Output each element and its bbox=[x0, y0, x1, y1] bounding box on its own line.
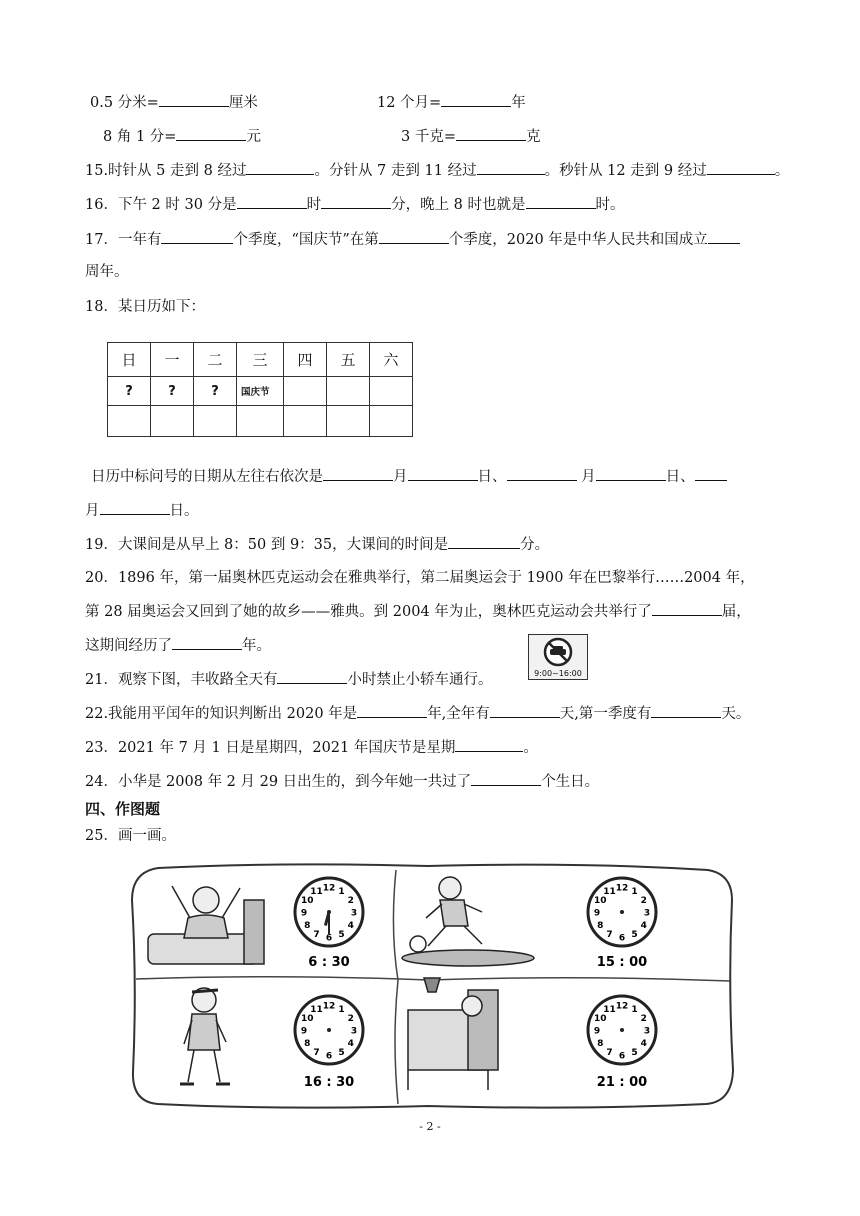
unit-line-jiao: 8 角 1 分= 元 bbox=[103, 126, 261, 147]
question-18: 18．某日历如下： bbox=[85, 299, 205, 315]
boy-waking-icon bbox=[148, 886, 264, 964]
calendar-header: 五 bbox=[327, 343, 370, 377]
clock-numeral: 3 bbox=[350, 1026, 358, 1037]
section-title: 四、作图题 bbox=[85, 800, 161, 818]
clock-numeral: 1 bbox=[338, 886, 345, 897]
clock-numeral: 6 bbox=[325, 933, 333, 944]
answer-blank[interactable] bbox=[159, 92, 229, 107]
answer-blank[interactable] bbox=[456, 126, 526, 141]
clock-numeral: 10 bbox=[301, 896, 314, 906]
clock-numeral: 5 bbox=[338, 1048, 345, 1059]
clock-numeral: 10 bbox=[594, 896, 607, 906]
clock-numeral: 12 bbox=[322, 1001, 336, 1012]
clock-numeral: 11 bbox=[310, 886, 323, 897]
clock-numeral: 9 bbox=[593, 1026, 601, 1037]
calendar-header: 三 bbox=[237, 343, 284, 377]
clock-numeral: 9 bbox=[593, 908, 601, 919]
clock-face-icon bbox=[588, 878, 656, 946]
answer-blank[interactable] bbox=[596, 466, 666, 481]
no-car-sign bbox=[528, 634, 588, 680]
calendar-cell bbox=[194, 406, 237, 437]
question-20-line3: 这期间经历了 年。 bbox=[85, 635, 271, 656]
question-20-line2: 第 28 届奥运会又回到了她的故乡——雅典。到 2004 年为止，奥林匹克运动会共举行了 届， bbox=[85, 601, 751, 622]
question-mark: ? bbox=[108, 377, 151, 406]
calendar-cell bbox=[108, 406, 151, 437]
calendar-header: 四 bbox=[284, 343, 327, 377]
unit-line-months: 12 个月= 年 bbox=[377, 92, 526, 113]
question-18-answer-cont: 月 日。 bbox=[85, 500, 199, 521]
calendar-header: 一 bbox=[151, 343, 194, 377]
clock-numeral: 6 bbox=[325, 1051, 333, 1062]
answer-blank[interactable] bbox=[161, 229, 233, 244]
clock-numeral: 8 bbox=[304, 921, 311, 931]
clock-face-icon bbox=[588, 996, 656, 1064]
answer-blank[interactable] bbox=[321, 194, 391, 209]
answer-blank[interactable] bbox=[455, 737, 523, 752]
clock-numeral: 6 bbox=[618, 1051, 626, 1062]
clock-face-icon bbox=[295, 996, 363, 1064]
clock-numeral: 12 bbox=[615, 883, 629, 894]
clock-numeral: 10 bbox=[594, 1014, 607, 1024]
answer-blank[interactable] bbox=[357, 703, 427, 718]
boy-walking-icon bbox=[180, 988, 230, 1084]
time-label: 16 : 30 bbox=[303, 1075, 355, 1090]
clock-numeral: 7 bbox=[606, 1048, 613, 1059]
question-24: 24．小华是 2008 年 2 月 29 日出生的，到今年她一共过了 个生日。 bbox=[85, 771, 599, 792]
question-21: 21．观察下图，丰收路全天有 小时禁止小轿车通行。 bbox=[85, 669, 492, 690]
clock-numeral: 4 bbox=[347, 1039, 354, 1049]
answer-blank[interactable] bbox=[246, 160, 314, 175]
clock-numeral: 5 bbox=[631, 1048, 638, 1059]
answer-blank[interactable] bbox=[651, 703, 721, 718]
clock-numeral: 6 bbox=[618, 933, 626, 944]
time-label: 15 : 00 bbox=[596, 955, 648, 970]
question-17-cont: 周年。 bbox=[85, 264, 129, 280]
clock-numeral: 2 bbox=[640, 1014, 647, 1024]
answer-blank[interactable] bbox=[490, 703, 560, 718]
calendar-cell bbox=[284, 377, 327, 406]
answer-blank[interactable] bbox=[237, 194, 307, 209]
answer-blank[interactable] bbox=[695, 466, 727, 481]
clock-numeral: 11 bbox=[310, 1004, 323, 1015]
answer-blank[interactable] bbox=[408, 466, 478, 481]
answer-blank[interactable] bbox=[448, 534, 520, 549]
unit-line-decimeter: 0.5 分米= 厘米 bbox=[90, 92, 258, 113]
answer-blank[interactable] bbox=[277, 669, 347, 684]
national-day-cell: 国庆节 bbox=[237, 377, 284, 406]
clock-face-icon bbox=[295, 878, 363, 946]
clock-numeral: 4 bbox=[347, 921, 354, 931]
calendar-cell bbox=[370, 406, 413, 437]
clock-numeral: 5 bbox=[631, 930, 638, 941]
calendar-cell bbox=[370, 377, 413, 406]
answer-blank[interactable] bbox=[379, 229, 449, 244]
clock-numeral: 11 bbox=[603, 886, 616, 897]
clock-numeral: 7 bbox=[313, 930, 320, 941]
answer-blank[interactable] bbox=[100, 500, 170, 515]
page-number: - 2 - bbox=[419, 1120, 441, 1133]
no-car-icon bbox=[542, 637, 574, 667]
clock-numeral: 8 bbox=[597, 921, 604, 931]
clock-numeral: 5 bbox=[338, 930, 345, 941]
clock-numeral: 8 bbox=[304, 1039, 311, 1049]
question-19: 19．大课间是从早上 8：50 到 9：35，大课间的时间是 分。 bbox=[85, 534, 549, 555]
clock-numeral: 7 bbox=[606, 930, 613, 941]
clock-numeral: 4 bbox=[640, 1039, 647, 1049]
question-16: 16．下午 2 时 30 分是 时 分，晚上 8 时也就是 时。 bbox=[85, 194, 625, 215]
question-25: 25．画一画。 bbox=[85, 828, 176, 844]
calendar-cell bbox=[327, 377, 370, 406]
clock-numeral: 7 bbox=[313, 1048, 320, 1059]
question-20: 20．1896 年，第一届奥林匹克运动会在雅典举行，第二届奥运会于 1900 年在巴黎举行……2004 年， bbox=[85, 570, 755, 586]
clock-numeral: 12 bbox=[615, 1001, 629, 1012]
clock-numeral: 12 bbox=[322, 883, 336, 894]
answer-blank[interactable] bbox=[471, 771, 541, 786]
boy-playing-soccer-icon bbox=[402, 877, 534, 966]
boy-sleeping-icon bbox=[408, 978, 498, 1090]
question-15: 15.时针从 5 走到 8 经过 。分针从 7 走到 11 经过 。秒针从 12 走到 9 经过 。 bbox=[85, 160, 789, 181]
answer-blank[interactable] bbox=[176, 126, 246, 141]
calendar-header: 日 bbox=[108, 343, 151, 377]
answer-blank[interactable] bbox=[441, 92, 511, 107]
clock-numeral: 3 bbox=[643, 908, 651, 919]
answer-blank[interactable] bbox=[477, 160, 545, 175]
time-label: 6 : 30 bbox=[308, 955, 350, 970]
clock-numeral: 11 bbox=[603, 1004, 616, 1015]
answer-blank[interactable] bbox=[323, 466, 393, 481]
clock-numeral: 8 bbox=[597, 1039, 604, 1049]
clock-numeral: 10 bbox=[301, 1014, 314, 1024]
clock-drawing-panel bbox=[128, 860, 737, 1110]
calendar-cell bbox=[284, 406, 327, 437]
question-18-answer: 日历中标问号的日期从左往右依次是 月 日、 月 日、 bbox=[91, 466, 727, 487]
question-mark: ? bbox=[194, 377, 237, 406]
calendar-cell bbox=[237, 406, 284, 437]
answer-blank[interactable] bbox=[708, 229, 740, 244]
clock-numeral: 9 bbox=[300, 1026, 308, 1037]
question-23: 23．2021 年 7 月 1 日是星期四，2021 年国庆节是星期 。 bbox=[85, 737, 538, 758]
answer-blank[interactable] bbox=[507, 466, 577, 481]
clock-numeral: 1 bbox=[338, 1004, 345, 1015]
answer-blank[interactable] bbox=[652, 601, 722, 616]
clock-numeral: 2 bbox=[347, 896, 354, 906]
question-17: 17．一年有 个季度，“国庆节”在第 个季度，2020 年是中华人民共和国成立 bbox=[85, 229, 740, 250]
sign-caption: 9:00~16:00 bbox=[534, 669, 582, 678]
unit-line-kg: 3 千克= 克 bbox=[401, 126, 540, 147]
calendar-table bbox=[107, 342, 413, 437]
clock-numeral: 1 bbox=[631, 1004, 638, 1015]
clock-numeral: 4 bbox=[640, 921, 647, 931]
clock-numeral: 2 bbox=[640, 896, 647, 906]
clock-numeral: 3 bbox=[643, 1026, 651, 1037]
answer-blank[interactable] bbox=[526, 194, 596, 209]
calendar-cell bbox=[151, 406, 194, 437]
question-mark: ? bbox=[151, 377, 194, 406]
clock-numeral: 2 bbox=[347, 1014, 354, 1024]
answer-blank[interactable] bbox=[172, 635, 242, 650]
time-label: 21 : 00 bbox=[596, 1075, 648, 1090]
answer-blank[interactable] bbox=[707, 160, 775, 175]
calendar-header: 六 bbox=[370, 343, 413, 377]
clock-numeral: 1 bbox=[631, 886, 638, 897]
calendar-cell bbox=[327, 406, 370, 437]
calendar-header: 二 bbox=[194, 343, 237, 377]
question-22: 22.我能用平闰年的知识判断出 2020 年是 年,全年有 天,第一季度有 天。 bbox=[85, 703, 750, 724]
clock-numeral: 9 bbox=[300, 908, 308, 919]
clock-numeral: 3 bbox=[350, 908, 358, 919]
